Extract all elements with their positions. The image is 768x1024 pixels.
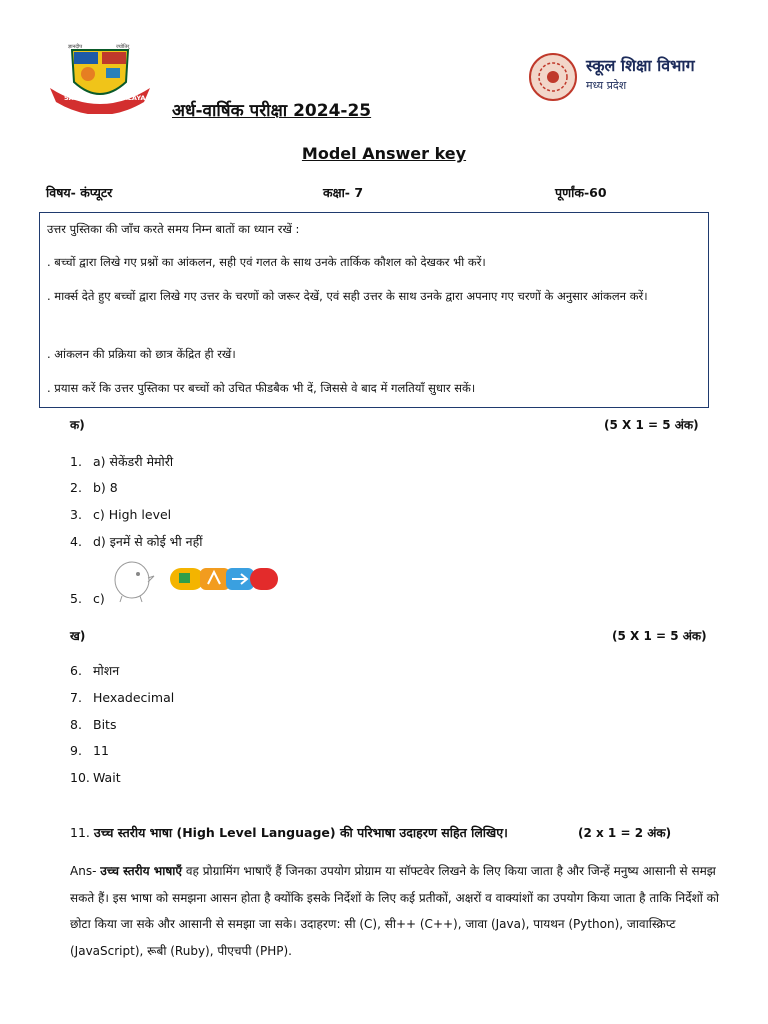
item-number: 10. bbox=[70, 770, 90, 785]
item-text: 11 bbox=[93, 743, 109, 758]
item-text: Bits bbox=[93, 717, 117, 732]
answer-item bbox=[70, 690, 174, 705]
answer-item bbox=[70, 662, 119, 679]
section-a-label: क) bbox=[70, 418, 85, 432]
item-text: a) सेकेंडरी मेमोरी bbox=[93, 454, 174, 469]
logo-top-left-text: ज्ञानदीप bbox=[68, 44, 83, 50]
class-label: कक्षा- 7 bbox=[323, 185, 364, 200]
section-b-label: ख) bbox=[70, 629, 86, 643]
instruction-point: . आंकलन की प्रक्रिया को छात्र केंद्रित ही रखें। bbox=[47, 347, 236, 361]
answer-item bbox=[70, 533, 203, 550]
sandipani-vidyalaya-logo bbox=[44, 44, 156, 114]
question-text: उच्च स्तरीय भाषा (High Level Language) की परिभाषा उदाहरण सहित लिखिए। bbox=[93, 825, 508, 840]
item-text: मोशन bbox=[93, 663, 120, 678]
answer-item bbox=[70, 591, 105, 606]
scratch-blocks-image bbox=[108, 552, 280, 604]
dept-state: मध्य प्रदेश bbox=[586, 79, 627, 92]
question-11-marks: (2 x 1 = 2 अंक) bbox=[578, 826, 672, 840]
instruction-point: . बच्चों द्वारा लिखे गए प्रश्नों का आंकलन, सही एवं गलत के साथ उनके तार्किक कौशल को देखकर भी करें। bbox=[47, 255, 486, 269]
item-number: 2. bbox=[70, 480, 82, 495]
logo-top-right-text: ज्योतिर् bbox=[116, 44, 130, 50]
answer-term: उच्च स्तरीय भाषाएँ bbox=[100, 864, 183, 878]
logo-ribbon-text: SANDIPANI VIDYALAYA bbox=[64, 94, 146, 102]
section-a-marks: (5 X 1 = 5 अंक) bbox=[604, 418, 699, 432]
subject-label: विषय- कंप्यूटर bbox=[46, 185, 113, 200]
instruction-point: . प्रयास करें कि उत्तर पुस्तिका पर बच्चों को उचित फीडबैक भी दें, जिससे वे बाद में गलतियाँ सुधार सकें। bbox=[47, 381, 476, 395]
item-number: 1. bbox=[70, 454, 82, 469]
instruction-point: . मार्क्स देते हुए बच्चों द्वारा लिखे गए उत्तर के चरणों को जरूर देखें, एवं सही उत्तर के साथ उनके द्वारा अपनाए गए चरणों के अनुसार आंकलन करें। bbox=[47, 289, 648, 303]
answer-item bbox=[70, 507, 171, 522]
answer-item bbox=[70, 453, 173, 470]
item-text: d) इनमें से कोई भी नहीं bbox=[93, 534, 203, 549]
item-text: c) bbox=[93, 591, 105, 606]
answer-item bbox=[70, 480, 118, 495]
item-number: 7. bbox=[70, 690, 82, 705]
school-education-dept-logo bbox=[528, 52, 724, 102]
instructions-heading: उत्तर पुस्तिका की जाँच करते समय निम्न बातों का ध्यान रखें : bbox=[47, 222, 300, 236]
item-number: 9. bbox=[70, 743, 82, 758]
answer-item bbox=[70, 743, 109, 758]
item-text: Hexadecimal bbox=[93, 690, 175, 705]
item-number: 8. bbox=[70, 717, 82, 732]
dept-name: स्कूल शिक्षा विभाग bbox=[586, 56, 695, 75]
item-number: 3. bbox=[70, 507, 82, 522]
answer-item bbox=[70, 770, 121, 785]
section-b-marks: (5 X 1 = 5 अंक) bbox=[612, 629, 707, 643]
answer-item bbox=[70, 717, 116, 732]
item-number: 4. bbox=[70, 534, 82, 549]
item-number: 6. bbox=[70, 663, 82, 678]
item-text: b) 8 bbox=[93, 480, 118, 495]
answer-prefix: Ans- bbox=[70, 864, 97, 878]
mp-emblem-icon bbox=[528, 52, 578, 102]
item-text: c) High level bbox=[93, 507, 172, 522]
item-text: Wait bbox=[93, 770, 121, 785]
item-number: 5. bbox=[70, 591, 82, 606]
total-marks-label: पूर्णांक-60 bbox=[555, 185, 607, 200]
question-number: 11. bbox=[70, 825, 90, 840]
instructions-box bbox=[39, 212, 709, 408]
exam-title: अर्ध-वार्षिक परीक्षा 2024-25 bbox=[172, 101, 372, 121]
answer-body: वह प्रोग्रामिंग भाषाएँ हैं जिनका उपयोग प्रोग्राम या सॉफ्टवेर लिखने के लिए किया जाता है और जिन्हें मनुष्य आसानी से समझ सकते हैं। इस भाषा को समझना आसन होता है क्योंकि इसके निर्देशों के लिए कई प्रतीकों, अक्षरों व वाक्यांशों का उपयोग किया जाता है ताकि निर्देशों को छोटा किया जा सके और आसानी से समझा जा सके। उदाहरण: सी (C), सी++ (C++), जावा (Java), पायथन (Python), जावास्क्रिप्ट (JavaScript), रूबी (Ruby), पीएचपी (PHP). bbox=[70, 864, 719, 958]
document-title: Model Answer key bbox=[301, 144, 467, 163]
question-11-answer bbox=[70, 858, 720, 964]
question-11 bbox=[70, 824, 508, 841]
